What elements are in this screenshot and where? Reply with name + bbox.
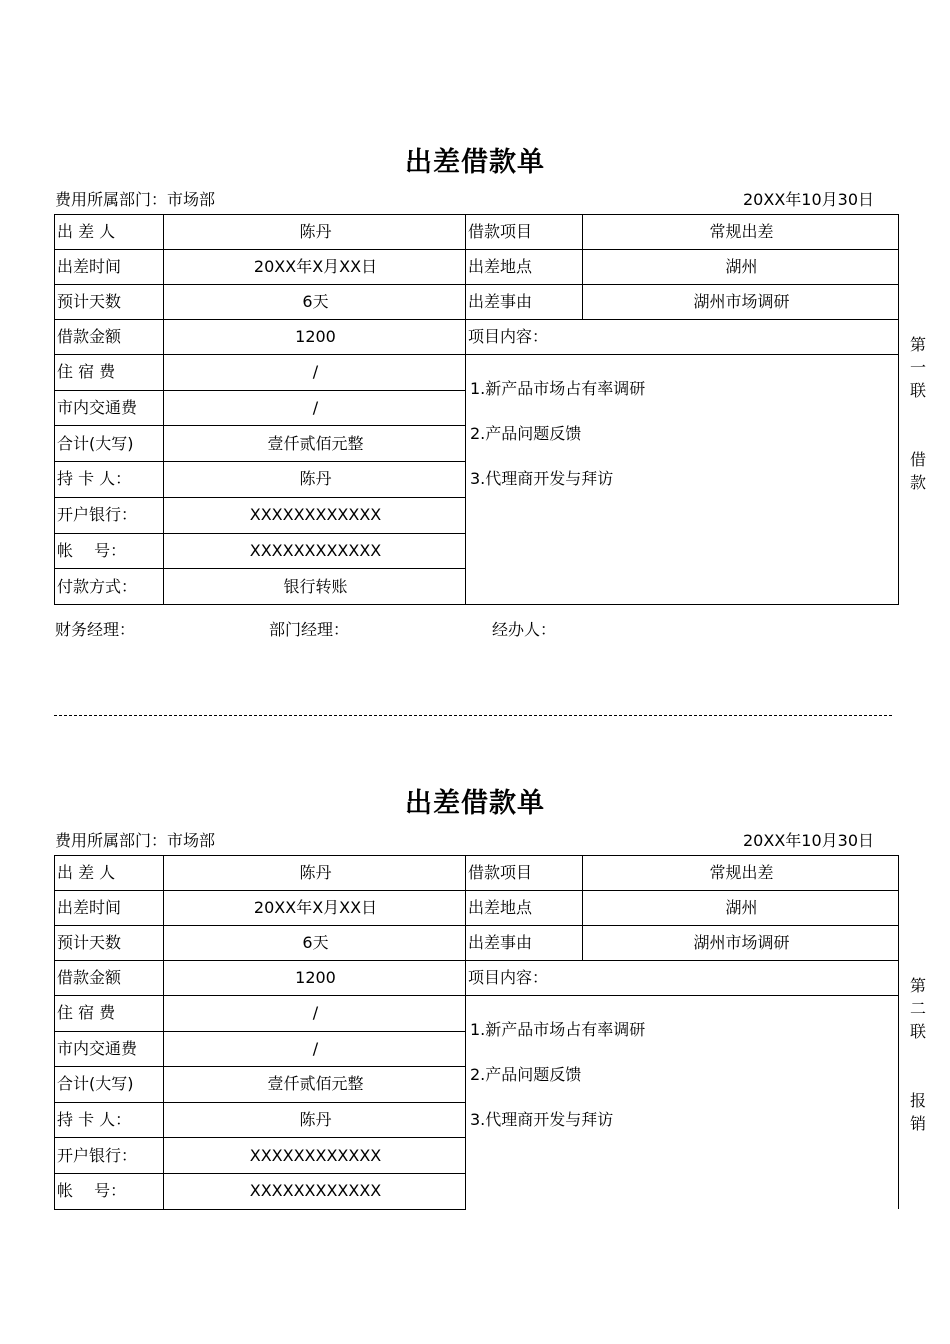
content-item: 1.新产品市场占有率调研 xyxy=(470,379,646,398)
copy-marker-char: 销 xyxy=(909,1114,926,1133)
form-date: 20XX年10月30日 xyxy=(743,831,875,850)
content-item: 3.代理商开发与拜访 xyxy=(470,1110,614,1129)
content-item: 2.产品问题反馈 xyxy=(470,424,582,443)
traveler-value: 陈丹 xyxy=(164,215,466,250)
form-title: 出差借款单 xyxy=(405,788,545,819)
holder-label: 持 卡 人： xyxy=(55,462,164,498)
copy-marker-char: 报 xyxy=(909,1091,926,1110)
form-date: 20XX年10月30日 xyxy=(743,190,875,209)
project-value: 常规出差 xyxy=(583,856,899,891)
time-value: 20XX年X月XX日 xyxy=(164,891,466,926)
department-line xyxy=(55,828,215,851)
project-label: 借款项目 xyxy=(466,215,583,250)
transport-label: 市内交通费 xyxy=(55,1031,164,1067)
content-list xyxy=(466,355,899,605)
loan-table xyxy=(54,214,899,605)
copy-marker xyxy=(908,333,928,494)
days-label: 预计天数 xyxy=(55,926,164,961)
amount-label: 借款金额 xyxy=(55,320,164,355)
lodging-value: / xyxy=(164,355,466,391)
department-label: 费用所属部门： xyxy=(55,831,168,850)
handler-signature: 经办人： xyxy=(492,620,557,639)
content-item: 2.产品问题反馈 xyxy=(470,1065,582,1084)
bank-label: 开户银行： xyxy=(55,1138,164,1174)
loan-table xyxy=(54,855,899,1210)
lodging-value: / xyxy=(164,996,466,1032)
reason-label: 出差事由 xyxy=(466,285,583,320)
total-label: 合计(大写) xyxy=(55,1067,164,1103)
account-label: 帐 号： xyxy=(55,533,164,569)
days-value: 6天 xyxy=(164,926,466,961)
content-label: 项目内容： xyxy=(466,320,899,355)
payment-label: 付款方式： xyxy=(55,569,164,605)
copy-marker-char: 二 xyxy=(909,999,926,1018)
copy-marker-char: 联 xyxy=(909,381,926,400)
place-value: 湖州 xyxy=(583,250,899,285)
copy-marker-char: 借 xyxy=(909,450,926,469)
days-label: 预计天数 xyxy=(55,285,164,320)
department-label: 费用所属部门： xyxy=(55,190,168,209)
content-item: 3.代理商开发与拜访 xyxy=(470,469,614,488)
payment-value: 银行转账 xyxy=(164,569,466,605)
account-value: XXXXXXXXXXXX xyxy=(164,1173,466,1209)
copy-marker-char: 联 xyxy=(909,1022,926,1041)
holder-label: 持 卡 人： xyxy=(55,1102,164,1138)
total-label: 合计(大写) xyxy=(55,426,164,462)
copy-marker-char: 第 xyxy=(909,335,926,354)
finance-manager-signature: 财务经理： xyxy=(55,620,136,639)
reason-value: 湖州市场调研 xyxy=(583,926,899,961)
amount-label: 借款金额 xyxy=(55,961,164,996)
copy-marker-char: 一 xyxy=(909,358,926,377)
bank-value: XXXXXXXXXXXX xyxy=(164,1138,466,1174)
copy-marker xyxy=(908,974,928,1135)
traveler-label: 出 差 人 xyxy=(55,215,164,250)
time-label: 出差时间 xyxy=(55,250,164,285)
time-value: 20XX年X月XX日 xyxy=(164,250,466,285)
traveler-label: 出 差 人 xyxy=(55,856,164,891)
form-title: 出差借款单 xyxy=(405,147,545,178)
content-label: 项目内容： xyxy=(466,961,899,996)
days-value: 6天 xyxy=(164,285,466,320)
copy-marker-char: 款 xyxy=(909,473,926,492)
content-list xyxy=(466,996,899,1210)
lodging-label: 住 宿 费 xyxy=(55,996,164,1032)
account-label: 帐 号： xyxy=(55,1173,164,1209)
department-value: 市场部 xyxy=(167,190,216,209)
account-value: XXXXXXXXXXXX xyxy=(164,533,466,569)
amount-value: 1200 xyxy=(164,961,466,996)
content-item: 1.新产品市场占有率调研 xyxy=(470,1020,646,1039)
bank-value: XXXXXXXXXXXX xyxy=(164,497,466,533)
reason-label: 出差事由 xyxy=(466,926,583,961)
place-label: 出差地点 xyxy=(466,891,583,926)
dept-manager-signature: 部门经理： xyxy=(269,620,350,639)
project-label: 借款项目 xyxy=(466,856,583,891)
transport-value: / xyxy=(164,1031,466,1067)
amount-value: 1200 xyxy=(164,320,466,355)
transport-value: / xyxy=(164,390,466,426)
holder-value: 陈丹 xyxy=(164,1102,466,1138)
total-value: 壹仟贰佰元整 xyxy=(164,426,466,462)
place-label: 出差地点 xyxy=(466,250,583,285)
time-label: 出差时间 xyxy=(55,891,164,926)
cut-line xyxy=(54,715,892,716)
total-value: 壹仟贰佰元整 xyxy=(164,1067,466,1103)
copy-marker-char: 第 xyxy=(909,976,926,995)
transport-label: 市内交通费 xyxy=(55,390,164,426)
lodging-label: 住 宿 费 xyxy=(55,355,164,391)
holder-value: 陈丹 xyxy=(164,462,466,498)
traveler-value: 陈丹 xyxy=(164,856,466,891)
department-value: 市场部 xyxy=(167,831,216,850)
reason-value: 湖州市场调研 xyxy=(583,285,899,320)
project-value: 常规出差 xyxy=(583,215,899,250)
bank-label: 开户银行： xyxy=(55,497,164,533)
department-line xyxy=(55,187,215,210)
place-value: 湖州 xyxy=(583,891,899,926)
